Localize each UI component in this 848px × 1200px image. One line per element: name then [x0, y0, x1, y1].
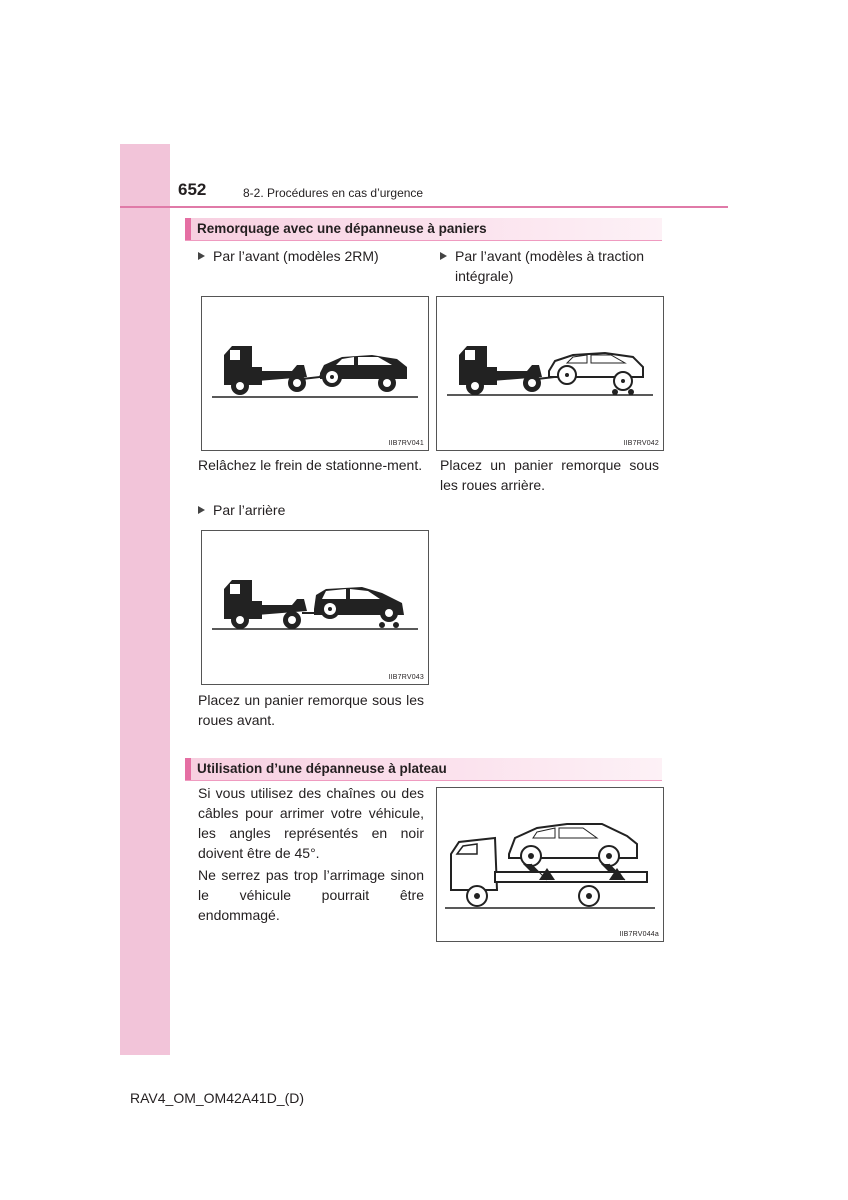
- bullet-label-line2: intégrale): [455, 268, 514, 284]
- figure-code: IIB7RV044a: [619, 931, 659, 938]
- page-number: 652: [178, 180, 207, 199]
- flatbed-paragraph-2: Ne serrez pas trop l’arrimage sinon le véhicule pourrait être endommagé.: [198, 867, 424, 923]
- bullet-front-2wd: [198, 246, 428, 266]
- bullet-triangle-icon: [198, 506, 205, 514]
- bullet-label: Par l’arrière: [213, 502, 286, 518]
- bullet-label-line1: Par l’avant (modèles à traction: [455, 248, 645, 264]
- section-accent: [185, 218, 191, 240]
- bullet-triangle-icon: [198, 252, 205, 260]
- header-rule: [120, 206, 728, 208]
- figure-tow-rear: [201, 530, 429, 685]
- tow-truck-dolly-illustration: [437, 297, 663, 450]
- tow-truck-illustration: [202, 297, 428, 450]
- bullet-label: Par l’avant (modèles 2RM): [213, 248, 379, 264]
- bullet-front-awd: [440, 246, 665, 286]
- figure-code: IIB7RV041: [388, 440, 424, 447]
- bullet-rear: [198, 500, 428, 520]
- side-band: [120, 144, 170, 1055]
- caption-front-2wd: Relâchez le frein de stationne-ment.: [198, 457, 423, 473]
- figure-tow-front-2wd: [201, 296, 429, 451]
- section-heading-flatbed: [185, 758, 662, 781]
- figure-code: IIB7RV042: [623, 440, 659, 447]
- figure-code: IIB7RV043: [388, 674, 424, 681]
- section-title: Utilisation d’une dépanneuse à plateau: [197, 761, 447, 776]
- tow-truck-rear-illustration: [202, 531, 428, 684]
- chapter-title: 8-2. Procédures en cas d’urgence: [243, 186, 424, 200]
- section-heading-wheel-lift: [185, 218, 662, 241]
- figure-flatbed: [436, 787, 664, 942]
- footer-doc-code: RAV4_OM_OM42A41D_(D): [130, 1090, 305, 1106]
- caption-rear: Placez un panier remorque sous les roues avant.: [198, 692, 424, 728]
- section-title: Remorquage avec une dépanneuse à paniers: [197, 221, 487, 236]
- bullet-triangle-icon: [440, 252, 447, 260]
- flatbed-truck-illustration: [437, 788, 663, 941]
- flatbed-paragraph-1: Si vous utilisez des chaînes ou des câbles pour arrimer votre véhicule, les angles représentés en noir doivent être de 45°.: [198, 785, 424, 861]
- section-accent: [185, 758, 191, 780]
- caption-front-awd: Placez un panier remorque sous les roues arrière.: [440, 457, 659, 493]
- figure-tow-front-awd: [436, 296, 664, 451]
